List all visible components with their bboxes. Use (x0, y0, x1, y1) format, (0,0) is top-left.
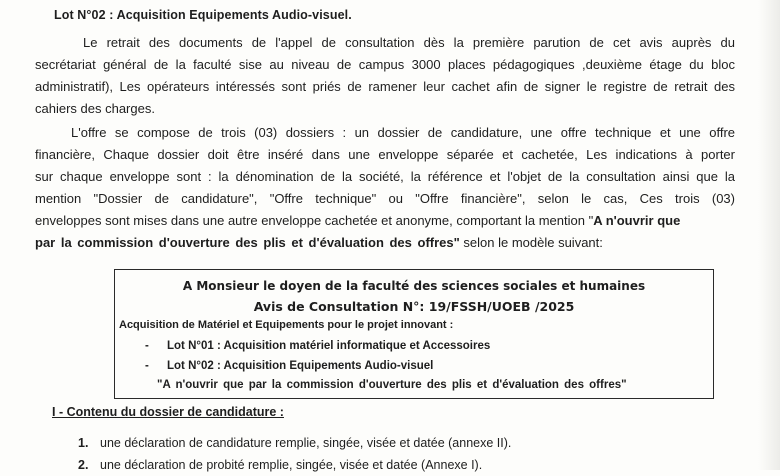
section-title: I - Contenu du dossier de candidature : (52, 405, 284, 419)
item-text: une déclaration de candidature remplie, singée, visée et datée (annexe II). (100, 436, 512, 450)
mention-line: "A n'ouvrir que par la commission d'ouverture des plis et d'évaluation des offres" (157, 379, 627, 391)
scan-edge-shadow (758, 0, 780, 470)
item-number: 2. (78, 458, 89, 472)
lot-item (145, 340, 490, 352)
lot-label: Lot N°01 : Acquisition matériel informatique et Accessoires (167, 340, 491, 352)
paragraph-line: cahiers des charges. (35, 101, 155, 116)
list-item (78, 454, 511, 476)
paragraph-text: selon le modèle suivant: (459, 235, 603, 250)
lot-item (145, 360, 433, 372)
paragraph-line: Le retrait des documents de l'appel de consultation dès la première parution de cet avis auprès du (83, 35, 735, 50)
item-number: 1. (78, 436, 89, 450)
paragraph-line (35, 232, 735, 254)
avis-reference: Avis de Consultation N°: 19/FSSH/UOEB /2025 (253, 299, 575, 314)
paragraph-text: enveloppes sont mises dans une autre enveloppe cachetée et anonyme, comportant la mention " (35, 213, 594, 228)
paragraph-retrait (35, 32, 735, 120)
bold-mention: A n'ouvrir que (593, 213, 681, 228)
list-item (78, 432, 511, 454)
envelope-model-box (114, 269, 714, 399)
paragraph-line: L'offre se compose de trois (03) dossiers : un dossier de candidature, une offre technique et une offre (71, 125, 735, 140)
lot-label: Lot N°02 : Acquisition Equipements Audio-visuel (167, 360, 434, 372)
paragraph-offre (35, 122, 735, 254)
item-text: une déclaration de probité remplie, singée, visée et datée (Annexe I). (100, 458, 483, 472)
paragraph-line: administratif), Les opérateurs intéressés sont priés de ramener leur cachet afin de signer le registre de retrait des (35, 79, 735, 94)
paragraph-line: sur chaque enveloppe sont : la dénomination de la société, la référence et l'objet de la consultation ainsi que la (35, 169, 735, 184)
lot-heading: Lot N°02 : Acquisition Equipements Audio-visuel. (54, 8, 352, 22)
paragraph-line: financière, Chaque dossier doit être inséré dans une enveloppe séparée et cachetée, Les indications à porter (35, 147, 735, 162)
acquisition-line: Acquisition de Matériel et Equipements pour le projet innovant : (119, 319, 454, 331)
bold-mention: par la commission d'ouverture des plis et d'évaluation des offres" (35, 235, 460, 250)
candidature-list (78, 432, 511, 476)
bullet-dash: - (145, 360, 149, 372)
addressee-line: A Monsieur le doyen de la faculté des sciences sociales et humaines (182, 279, 646, 293)
paragraph-line: secrétariat général de la faculté sise au niveau de campus 3000 places pédagogiques ,deuxième étage du bloc (35, 57, 735, 72)
paragraph-line (35, 210, 735, 232)
paragraph-line: mention "Dossier de candidature", "Offre technique" ou "Offre financière", selon le cas, Ces trois (03) (35, 191, 735, 206)
bullet-dash: - (145, 340, 149, 352)
